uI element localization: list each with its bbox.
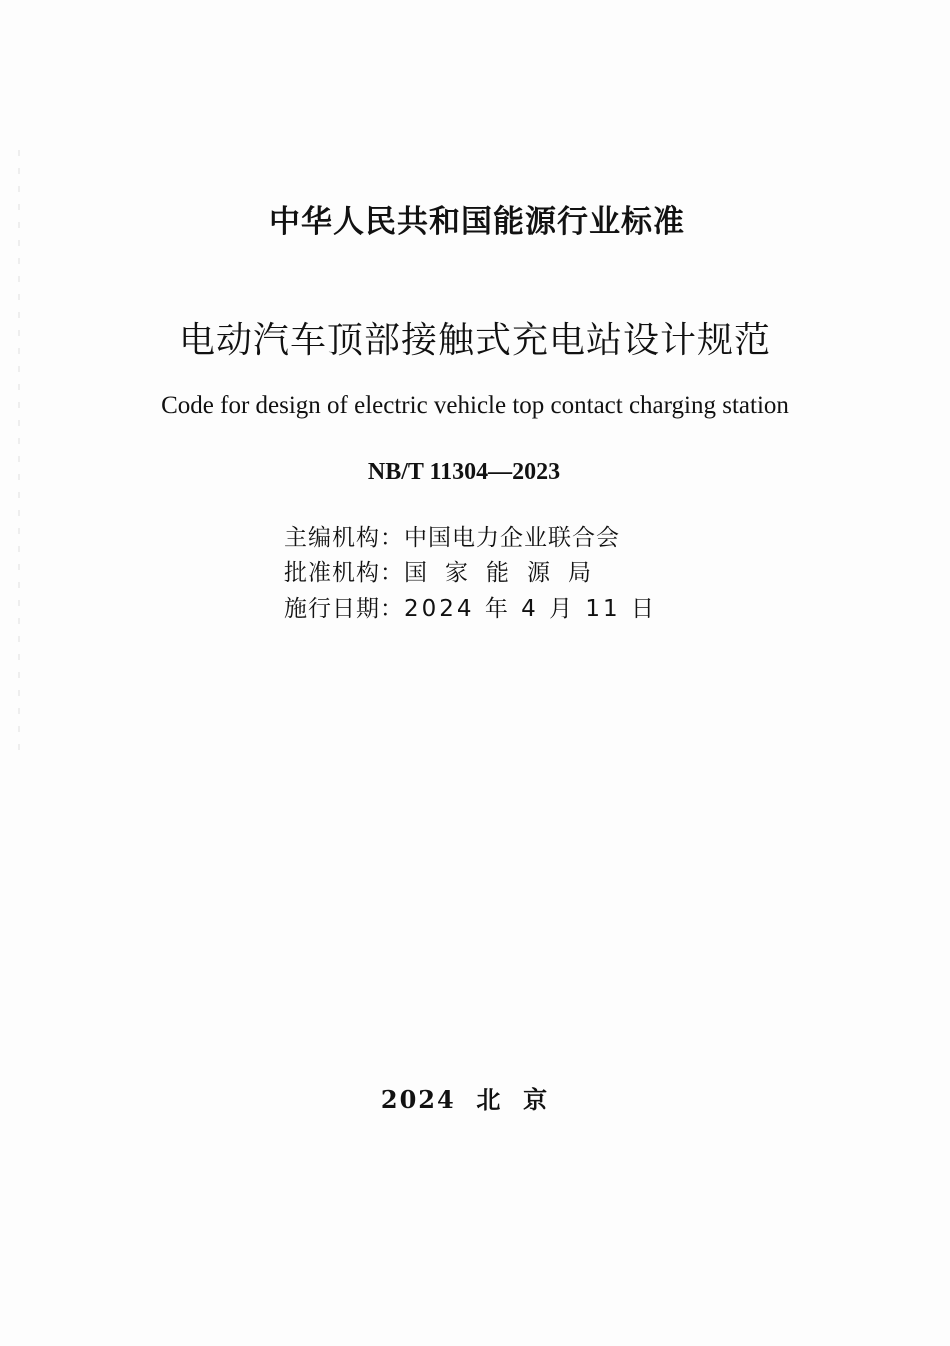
effective-date-label: 施行日期： xyxy=(284,596,404,622)
title-english: Code for design of electric vehicle top contact charging station xyxy=(161,392,789,419)
approver-label: 批准机构： xyxy=(284,560,404,586)
standard-code: NB/T 11304—2023 xyxy=(367,459,561,485)
title-chinese: 电动汽车顶部接触式充电站设计规范 xyxy=(178,320,771,361)
effective-date-value: 2024 年 4 月 11 日 xyxy=(404,596,657,622)
editor-label: 主编机构： xyxy=(284,525,404,551)
editor-row xyxy=(284,523,620,553)
issuer-heading: 中华人民共和国能源行业标准 xyxy=(269,204,685,240)
approver-value: 国家能源局 xyxy=(404,560,609,586)
approver-row xyxy=(284,558,609,588)
editor-value: 中国电力企业联合会 xyxy=(404,525,620,551)
publication-year-place: 2024 北 京 xyxy=(380,1085,550,1114)
effective-date-row xyxy=(284,594,657,624)
